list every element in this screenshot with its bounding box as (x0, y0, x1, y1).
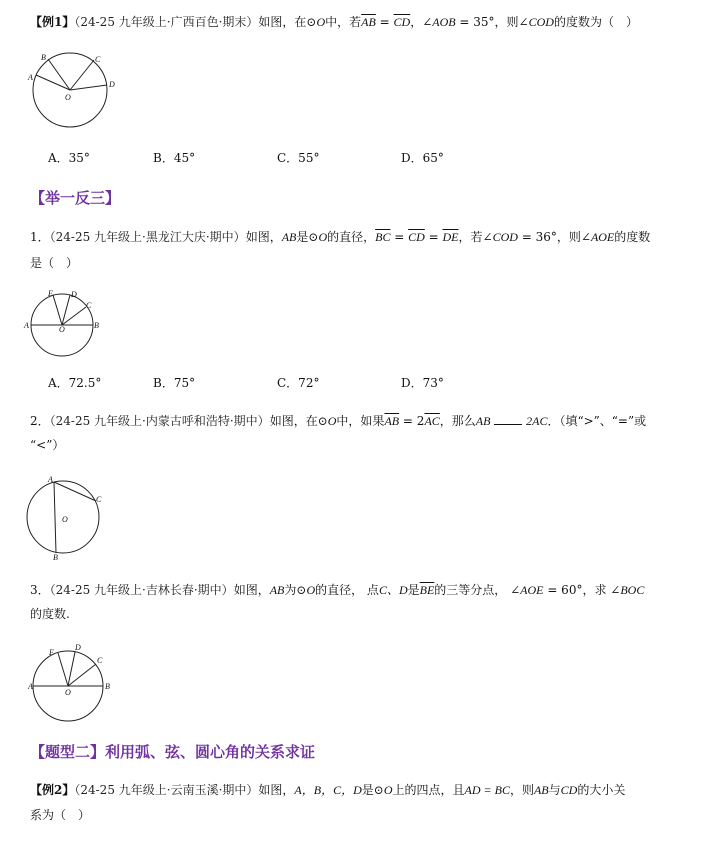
q2-figure (26, 475, 106, 563)
label-b: B (53, 553, 58, 562)
label-o: O (62, 515, 68, 524)
label-a: A (28, 682, 33, 691)
example1-question: 【例1】（24-25 九年级上·广西百色·期末）如图，在⊙O中，若$\overline{AB} = \overline{CD}$，∠AOB = 35°，则∠COD的度数为（ ） (30, 15, 638, 29)
section-heading: 【举一反三】 (30, 189, 121, 207)
option-c[interactable]: C．55° (277, 151, 320, 165)
chord-ab (54, 482, 56, 553)
radius-oe (53, 295, 62, 325)
q2-question-line2: “<”） (30, 438, 65, 452)
chord-ac (54, 482, 96, 501)
q3-question-line2: 的度数. (30, 607, 70, 621)
q1-option-b[interactable]: B．75° (153, 376, 196, 390)
q1-option-a[interactable]: A．72.5° (48, 376, 102, 390)
label-d: D (75, 643, 81, 652)
label-e: E (48, 289, 53, 298)
label-a: A (24, 321, 29, 330)
q3-figure (28, 642, 114, 724)
radius-oc (70, 60, 94, 90)
radius-od (70, 85, 107, 90)
label-d: D (71, 290, 77, 299)
label-a: A (28, 73, 33, 82)
label-e: E (49, 648, 54, 657)
label-b: B (41, 53, 46, 62)
q1-question: 1．（24-25 九年级上·黑龙江大庆·期中）如图，AB是⊙O的直径，$\overline{BC} = \overline{CD} = \overline{DE}$，若∠COD = 36°，则∠AOE的度数 (30, 230, 651, 244)
label-c: C (95, 55, 101, 64)
source: （24-25 九年级上·广西百色·期末） (74, 15, 259, 29)
label-c: C (96, 495, 102, 504)
label-o: O (65, 688, 71, 697)
section-heading-type2: 【题型二】利用弧、弦、圆心角的关系求证 (30, 743, 316, 761)
label-o: O (59, 325, 65, 334)
option-b[interactable]: B．45° (153, 151, 196, 165)
q1-option-c[interactable]: C．72° (277, 376, 320, 390)
label-b: B (105, 682, 110, 691)
label-c: C (86, 301, 92, 310)
label-a: A (48, 475, 53, 484)
example2-question: 【例2】（24-25 九年级上·云南玉溪·期中）如图，A，B，C，D是⊙O上的四点，且AD = BC，则AB与CD的大小关 (30, 783, 626, 797)
q1-option-d[interactable]: D．73° (401, 376, 444, 390)
example2-question-line2: 系为（ ） (30, 808, 91, 822)
label-d: D (109, 80, 115, 89)
answer-blank[interactable] (494, 413, 522, 425)
q2-question: 2．（24-25 九年级上·内蒙古呼和浩特·期中）如图，在⊙O中，如果$\overline{AB} = 2\overline{AC}$，那么AB 2AC．（填“>”、“=”或 (30, 414, 647, 428)
label-c: C (97, 656, 103, 665)
q1-question-line2: 是（ ） (30, 256, 79, 270)
option-a[interactable]: A．35° (48, 151, 90, 165)
label-o: O (65, 93, 71, 102)
example-tag: 【例1】 (30, 15, 75, 29)
option-d[interactable]: D．65° (401, 151, 444, 165)
q1-figure (24, 289, 108, 358)
example1-figure (28, 50, 118, 132)
q3-question: 3．（24-25 九年级上·吉林长春·期中）如图，AB为⊙O的直径， 点C、D是$\overline{BE}$的三等分点， ∠AOE = 60°，求 ∠BOC (30, 583, 645, 597)
radius-oe (58, 653, 68, 686)
label-b: B (94, 321, 99, 330)
